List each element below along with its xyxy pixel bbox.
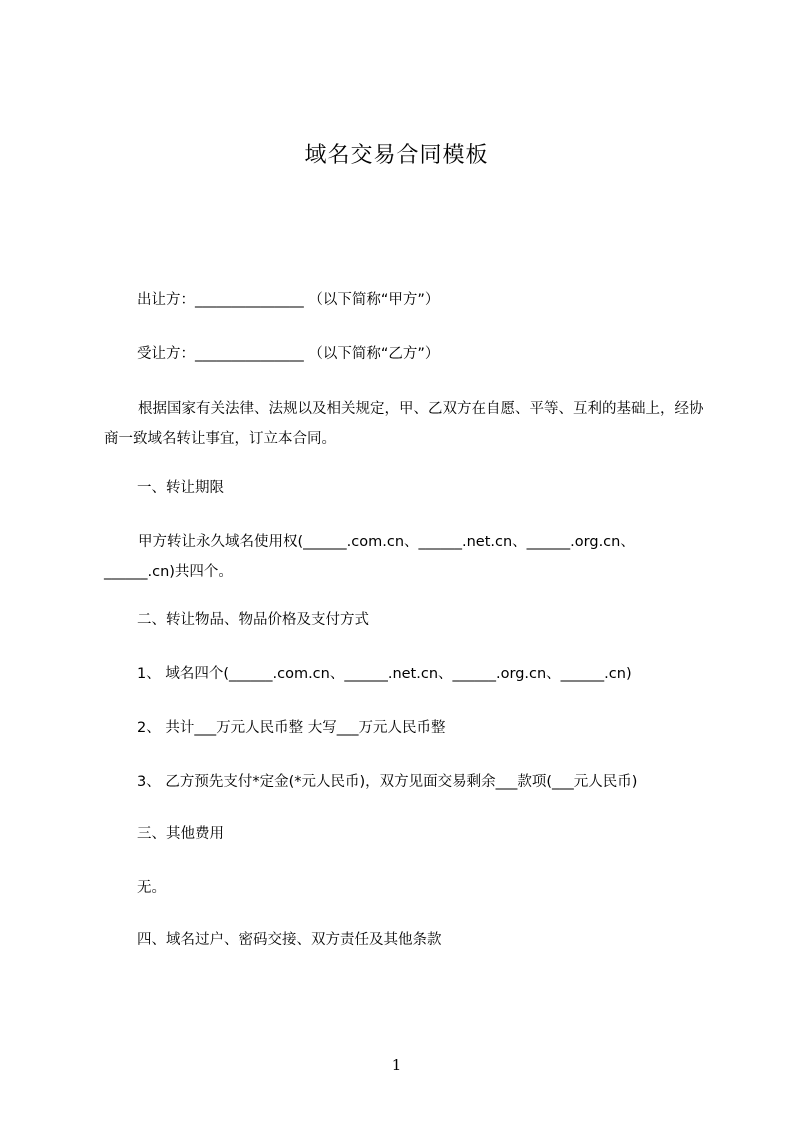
buyer-line: 受让方：_______________ （以下简称“乙方”） <box>137 346 440 362</box>
section-2-item-1: 1、 域名四个(______.com.cn、______.net.cn、______.org.cn、______.cn) <box>137 666 632 682</box>
section-3-heading: 三、其他费用 <box>137 826 224 842</box>
preamble-paragraph: 根据国家有关法律、法规以及相关规定，甲、乙双方在自愿、平等、互利的基础上，经协商一致域名转让事宜，订立本合同。 <box>104 401 704 447</box>
page-number: 1 <box>391 1056 402 1074</box>
section-4-heading: 四、域名过户、密码交接、双方责任及其他条款 <box>137 932 442 948</box>
section-1-body: 甲方转让永久域名使用权(______.com.cn、______.net.cn、______.org.cn、______.cn)共四个。 <box>104 534 635 580</box>
section-1-heading: 一、转让期限 <box>137 480 224 496</box>
section-2-heading: 二、转让物品、物品价格及支付方式 <box>137 612 369 628</box>
seller-line: 出让方：_______________ （以下简称“甲方”） <box>137 292 440 308</box>
document-title: 域名交易合同模板 <box>304 143 489 168</box>
section-3-body: 无。 <box>137 880 166 896</box>
section-2-item-2: 2、 共计___万元人民币整 大写___万元人民币整 <box>137 720 446 736</box>
section-2-item-3: 3、 乙方预先支付*定金(*元人民币)，双方见面交易剩余___款项(___元人民币) <box>137 774 638 790</box>
